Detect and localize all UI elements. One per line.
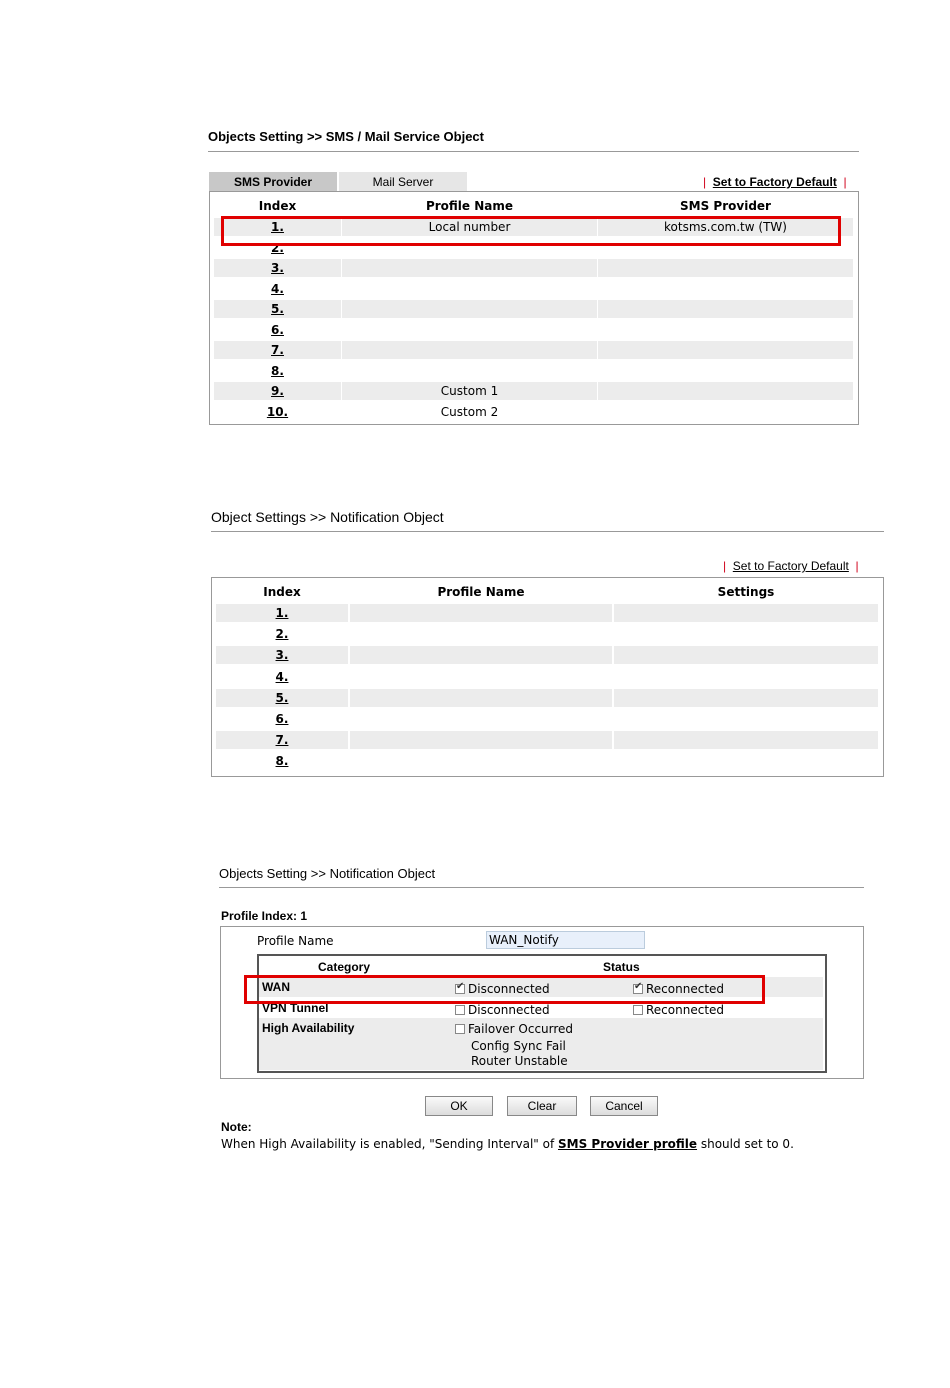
index-link[interactable]: 6. [275, 712, 289, 726]
factory-default-area: | Set to Factory Default | [703, 175, 847, 189]
row-settings [614, 752, 878, 770]
table-cell [342, 321, 597, 339]
col-header-profile-name: Profile Name [437, 585, 525, 599]
row-profile-name [350, 604, 612, 622]
set-factory-default-link[interactable]: Set to Factory Default [712, 175, 837, 189]
checkbox-icon[interactable] [633, 1005, 643, 1015]
row-index-link [216, 710, 348, 728]
table-cell [342, 280, 597, 298]
table-cell [214, 362, 341, 380]
category-name: WAN [262, 980, 290, 994]
vpn-reconnected-option[interactable] [633, 1003, 724, 1017]
table-cell [598, 382, 853, 400]
table-row [216, 689, 878, 707]
note-label: Note: [221, 1120, 252, 1134]
row-profile-name: Local number [428, 220, 511, 234]
row-index-link[interactable]: 8. [271, 363, 284, 378]
table-cell [598, 259, 853, 277]
row-index-link[interactable]: 3. [271, 261, 284, 275]
set-factory-default-link[interactable]: Set to Factory Default [732, 559, 849, 573]
table-cell [342, 382, 597, 400]
col-header-index: Index [263, 585, 301, 599]
checkbox-icon[interactable] [455, 1005, 465, 1015]
table-cell [214, 280, 341, 298]
clear-button[interactable]: Clear [507, 1096, 577, 1116]
col-header-index: Index [258, 199, 297, 213]
index-link[interactable]: 1. [275, 606, 289, 620]
table-cell [598, 280, 853, 298]
table-cell [342, 403, 597, 421]
index-link[interactable]: 8. [275, 754, 289, 769]
ha-failover-option[interactable] [455, 1022, 573, 1036]
tab-sms-provider[interactable]: SMS Provider [209, 172, 337, 192]
row-profile-name [350, 710, 612, 728]
category-name: VPN Tunnel [262, 1001, 329, 1015]
sms-breadcrumb: Objects Setting >> SMS / Mail Service Object [208, 129, 484, 144]
table-cell [598, 341, 853, 359]
option-label: Failover Occurred [468, 1022, 574, 1036]
table-cell [342, 341, 597, 359]
col-header-sms-provider: SMS Provider [680, 199, 771, 213]
row-profile-name [350, 752, 612, 770]
divider [211, 531, 884, 532]
table-cell [598, 300, 853, 318]
table-cell [342, 300, 597, 318]
row-profile-name [350, 646, 612, 664]
divider [208, 151, 859, 152]
col-header-settings: Settings [717, 585, 775, 599]
note-text-part: When High Availability is enabled, "Sending Interval" of [221, 1137, 558, 1151]
row-profile-name [350, 625, 612, 643]
table-row [216, 646, 878, 664]
highlight-box [244, 975, 765, 1004]
profile-name-input[interactable]: WAN_Notify [486, 931, 645, 949]
table-cell [214, 259, 341, 277]
row-index-link[interactable]: 10. [266, 404, 289, 419]
row-settings [614, 668, 878, 686]
row-settings [614, 646, 878, 664]
row-sms-provider: kotsms.com.tw (TW) [664, 220, 787, 234]
table-cell [214, 321, 341, 339]
note-text [221, 1137, 794, 1151]
cancel-button[interactable]: Cancel [590, 1096, 658, 1116]
tab-mail-server[interactable]: Mail Server [339, 172, 467, 192]
row-index-link[interactable]: 2. [271, 240, 284, 255]
table-row [214, 321, 854, 339]
row-index-link [216, 604, 348, 622]
table-row [214, 382, 854, 400]
table-cell [598, 362, 853, 380]
row-settings [614, 710, 878, 728]
row-profile-name: Custom 2 [440, 404, 499, 419]
option-label: Disconnected [468, 1003, 550, 1017]
table-row [216, 752, 878, 770]
table-row [216, 625, 878, 643]
row-index-link[interactable]: 7. [271, 343, 284, 357]
row-index-link [216, 731, 348, 749]
table-row [214, 300, 854, 318]
table-row [214, 280, 854, 298]
table-cell [214, 341, 341, 359]
index-link[interactable]: 3. [275, 648, 289, 663]
row-index-link[interactable]: 4. [271, 281, 284, 296]
row-index-link [216, 668, 348, 686]
row-settings [614, 689, 878, 707]
row-index-link [216, 646, 348, 664]
row-index-link [216, 689, 348, 707]
table-row [216, 710, 878, 728]
ok-button[interactable]: OK [425, 1096, 493, 1116]
row-index-link [216, 625, 348, 643]
ha-sub-label: Router Unstable [471, 1054, 568, 1068]
table-cell [342, 362, 597, 380]
table-cell [598, 403, 853, 421]
row-settings [614, 731, 878, 749]
status-header: Status [603, 960, 640, 974]
option-label: Reconnected [646, 982, 725, 996]
profile-name-label: Profile Name [257, 934, 334, 948]
index-link[interactable]: 7. [275, 733, 289, 748]
sms-provider-profile-link[interactable]: SMS Provider profile [558, 1137, 698, 1151]
table-row [216, 731, 878, 749]
row-index-link[interactable]: 1. [271, 220, 284, 234]
profile-index-label: Profile Index: 1 [221, 909, 308, 923]
note-text-part: should set to 0. [697, 1137, 794, 1151]
row-profile-name [350, 731, 612, 749]
row-index-link[interactable]: 6. [271, 322, 284, 337]
table-cell [214, 300, 341, 318]
index-link[interactable]: 5. [275, 690, 289, 705]
col-header-profile-name: Profile Name [425, 199, 514, 213]
table-cell [342, 259, 597, 277]
option-label: Reconnected [646, 1003, 725, 1017]
category-name: High Availability [262, 1021, 355, 1035]
index-link[interactable]: 4. [275, 669, 289, 684]
index-link[interactable]: 2. [275, 627, 289, 642]
table-row [216, 668, 878, 686]
row-index-link [216, 752, 348, 770]
table-cell [214, 382, 341, 400]
table-row [216, 604, 878, 622]
table-row [214, 403, 854, 421]
row-index-link[interactable]: 9. [271, 384, 284, 398]
row-profile-name [350, 689, 612, 707]
table-row [214, 259, 854, 277]
edit-breadcrumb: Objects Setting >> Notification Object [219, 866, 436, 881]
table-row [214, 341, 854, 359]
table-cell [214, 403, 341, 421]
table-row [214, 362, 854, 380]
row-profile-name: Custom 1 [440, 384, 499, 398]
row-settings [614, 604, 878, 622]
ha-sub-label: Config Sync Fail [471, 1039, 566, 1053]
factory-default-area: | Set to Factory Default | [723, 559, 859, 573]
checkbox-icon[interactable] [455, 1024, 465, 1034]
table-cell [598, 321, 853, 339]
highlight-box [221, 216, 841, 246]
option-label: Disconnected [468, 982, 550, 996]
divider [219, 887, 864, 888]
category-header: Category [318, 960, 371, 974]
notify-breadcrumb: Object Settings >> Notification Object [211, 509, 444, 525]
vpn-disconnected-option[interactable] [455, 1003, 550, 1017]
row-settings [614, 625, 878, 643]
row-index-link[interactable]: 5. [271, 302, 284, 316]
row-profile-name [350, 668, 612, 686]
